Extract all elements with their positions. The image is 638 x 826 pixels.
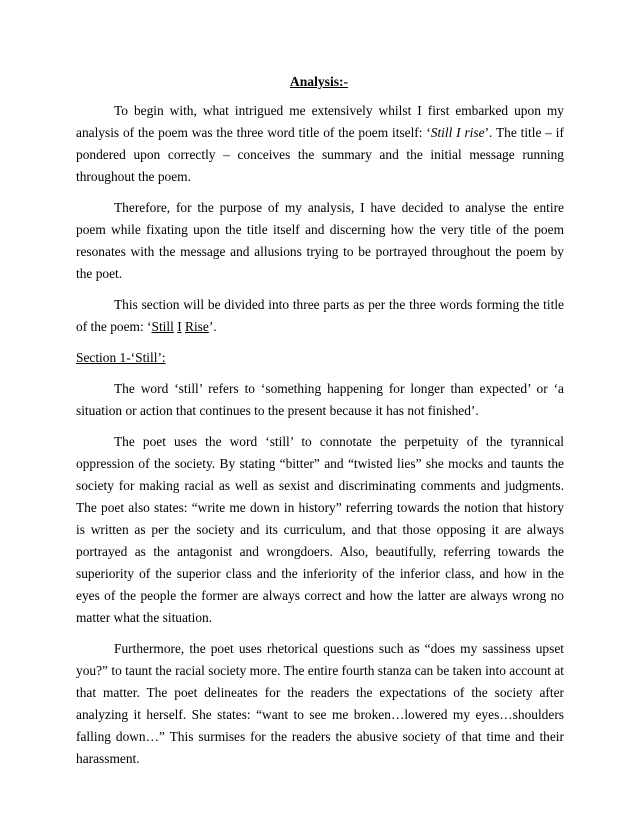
title-word-rise: Rise bbox=[185, 319, 209, 334]
paragraph-purpose: Therefore, for the purpose of my analysis, I have decided to analyse the entire poem while fixating upon the title itself and discerning how the very title of the poem resonates with the message and allusions trying to be portrayed throughout the poem by the poet. bbox=[76, 200, 564, 281]
paragraph-intro-text: To begin with, what intrigued me extensively whilst I first embarked upon my analysis of the poem was the three word title of the poem itself: ‘ bbox=[76, 103, 564, 140]
paragraph-analysis-still: The poet uses the word ‘still’ to connotate the perpetuity of the tyrannical oppression of the society. By stating “bitter” and “twisted lies” she mocks and taunts the society for making racial as well as sexist and discriminating comments and judgments. The poet also states: “write me down in history” referring towards the notion that history is written as per the society and its curriculum, and that those opposing it are always portrayed as the antagonist and wrongdoers. Also, beautifully, referring towards the superiority of the superior class and the inferiority of the inferior class, and how in the eyes of the people the former are always correct and how the latter are always wrong no matter what the situation. bbox=[76, 434, 564, 625]
section-1-heading: Section 1-‘Still’: bbox=[76, 350, 166, 365]
paragraph-sections bbox=[76, 294, 564, 338]
title-word-still: Still bbox=[151, 319, 174, 334]
title-word-i: I bbox=[177, 319, 182, 334]
paragraph-sections-text-end: ’. bbox=[208, 319, 217, 334]
poem-title-italic: Still I rise bbox=[430, 125, 485, 140]
paragraph-sections-text: This section will be divided into three parts as per the three words forming the title of the poem: ‘ bbox=[76, 297, 564, 334]
paragraph-intro-text-end: ’. The title – if pondered upon correctly – conceives the summary and the initial message running throughout the poem. bbox=[76, 125, 564, 184]
document-body bbox=[76, 100, 564, 770]
paragraph-intro bbox=[76, 100, 564, 188]
paragraph-rhetorical-questions: Furthermore, the poet uses rhetorical questions such as “does my sassiness upset you?” to taunt the racial society more. The entire fourth stanza can be taken into account at that matter. The poet delineates for the readers the expectations of the society after analyzing it herself. She states: “want to see me broken…lowered my eyes…shoulders falling down…” This surmises for the readers the abusive society of that time and their harassment. bbox=[76, 641, 564, 766]
document-heading: Analysis:- bbox=[289, 74, 349, 89]
paragraph-definition: The word ‘still’ refers to ‘something happening for longer than expected’ or ‘a situation or action that continues to the present because it has not finished’. bbox=[76, 381, 564, 418]
